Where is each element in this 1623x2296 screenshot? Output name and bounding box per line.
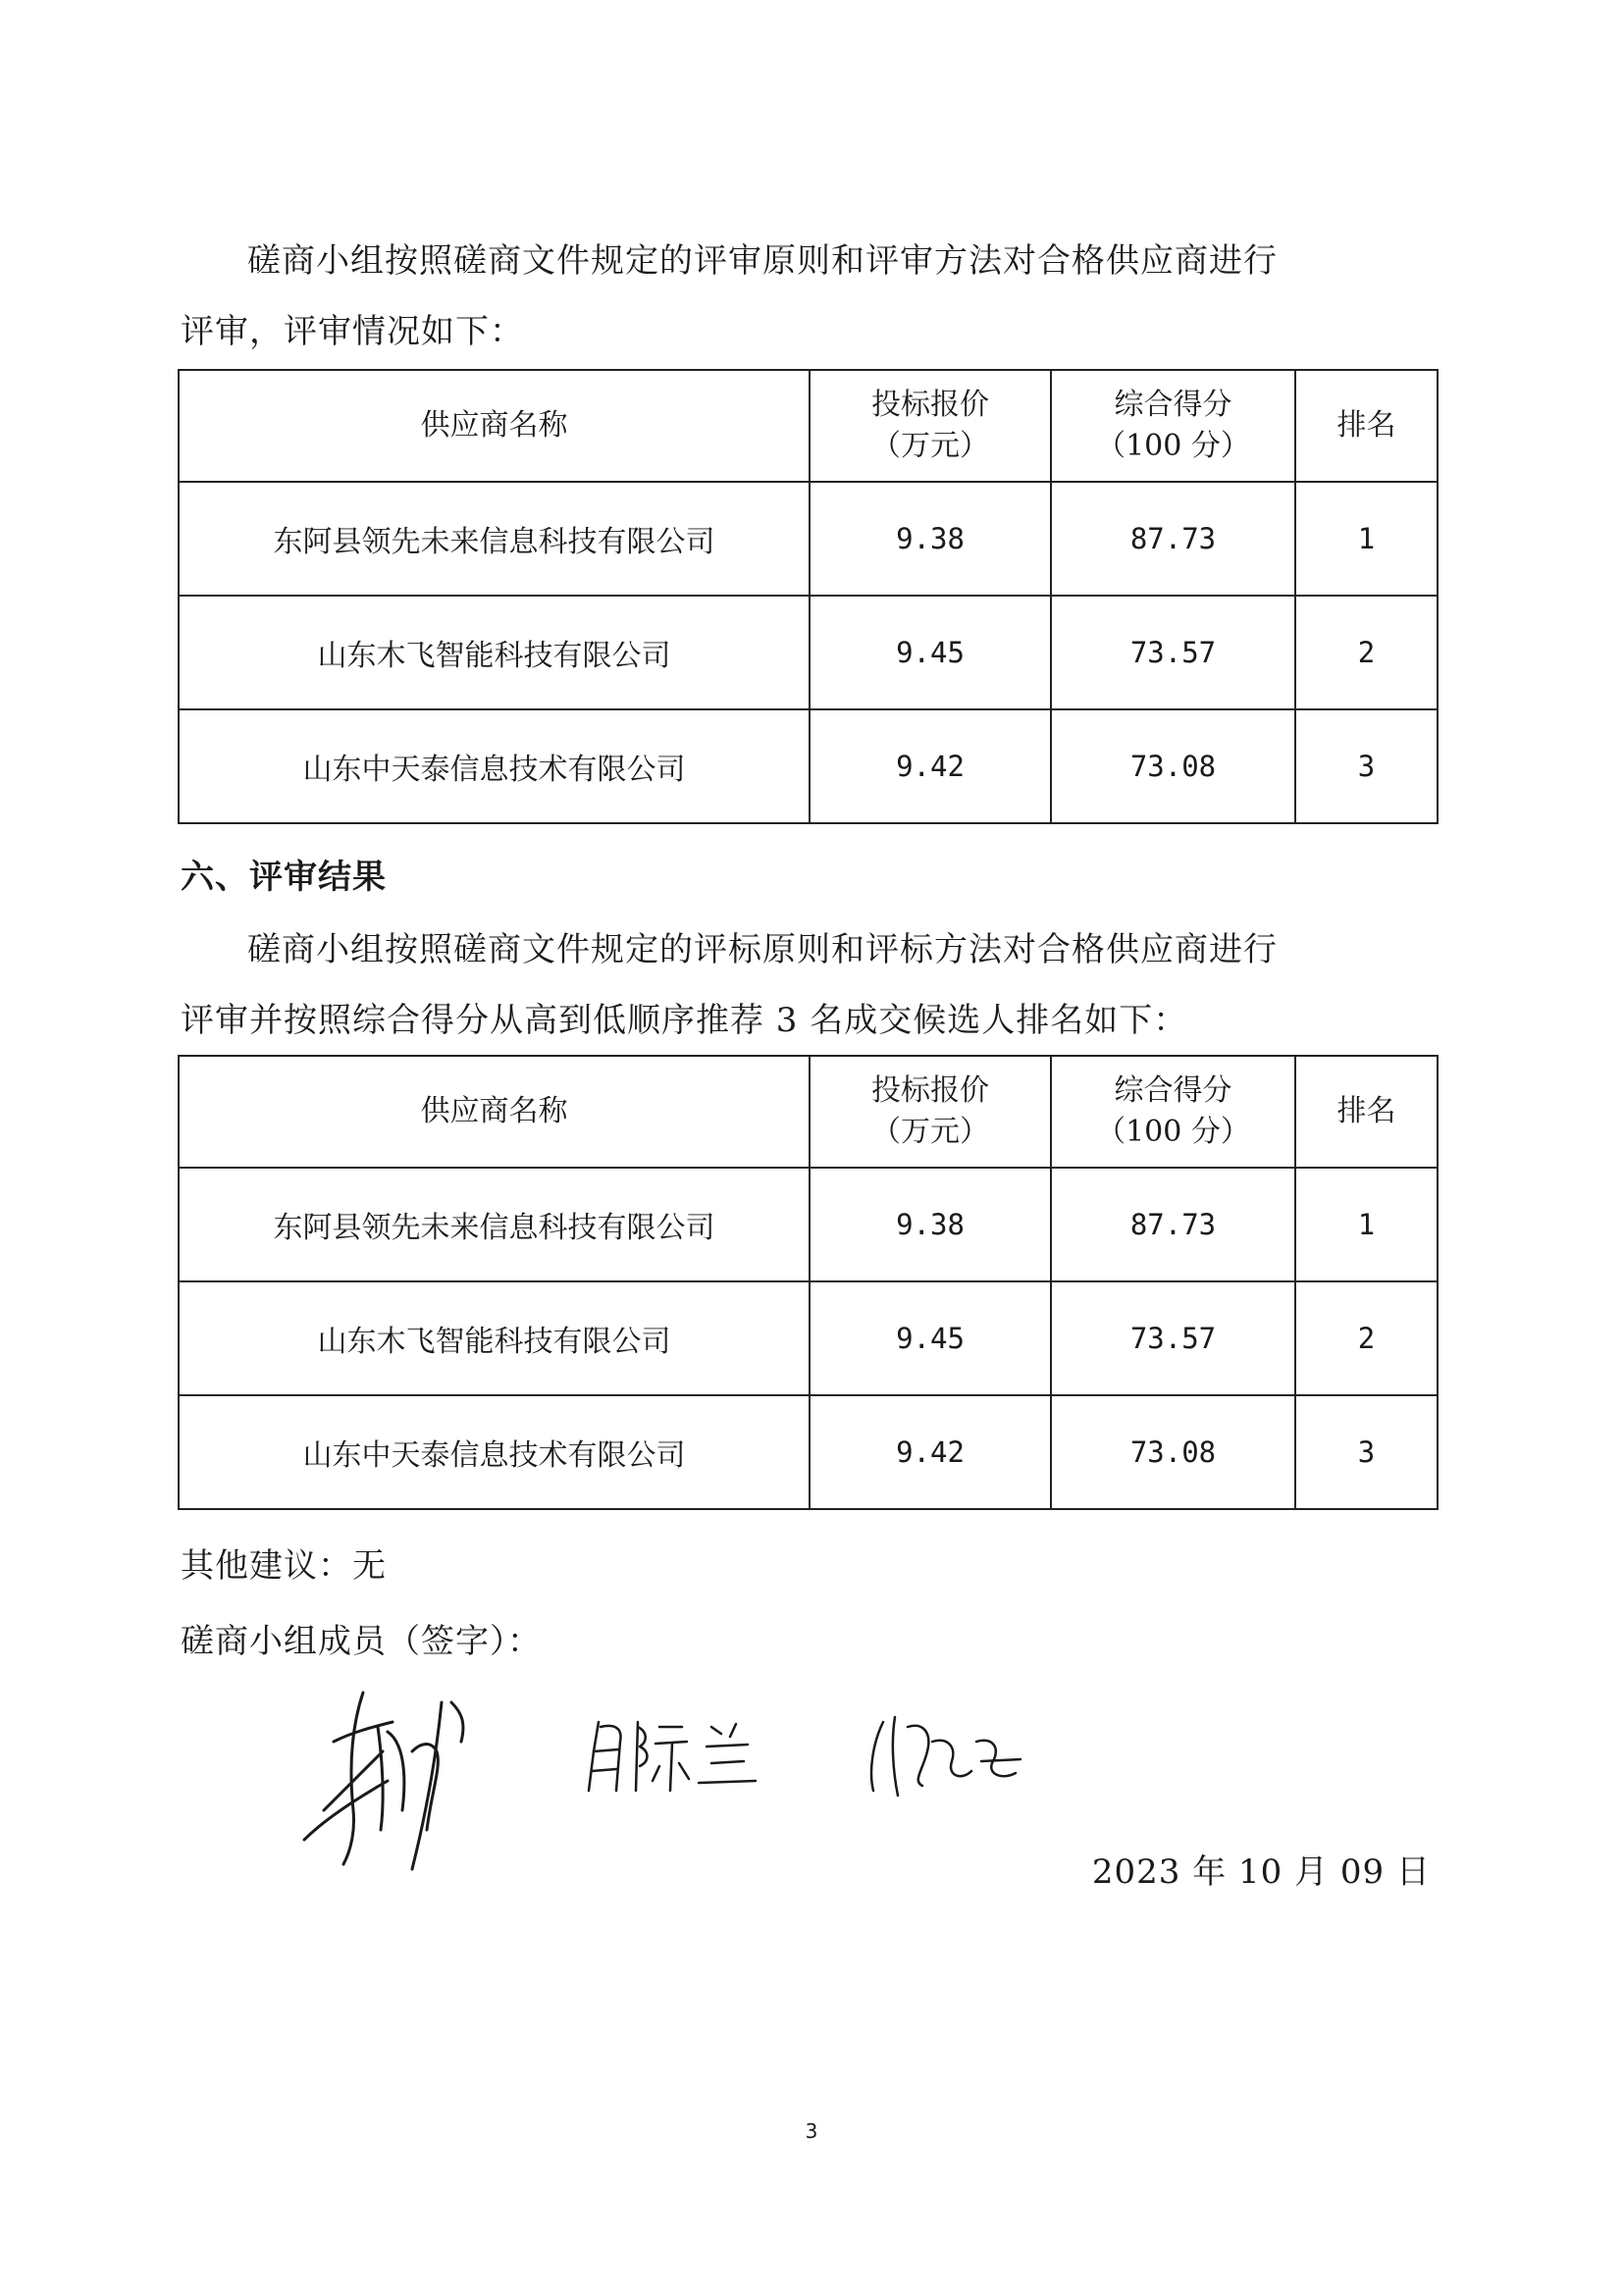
bid-price-cell: 9.42 [810, 709, 1051, 823]
bid-price-cell: 9.38 [810, 482, 1051, 596]
table-row [179, 482, 1438, 596]
rank-cell: 2 [1295, 596, 1438, 709]
rank-cell: 3 [1295, 709, 1438, 823]
header-supplier-name: 供应商名称 [179, 1056, 810, 1168]
header-bid-price-unit: （万元） [871, 429, 989, 463]
handwritten-signature-1 [304, 1693, 463, 1869]
result-paragraph-line2: 评审并按照综合得分从高到低顺序推荐 3 名成交候选人排名如下： [181, 1001, 1188, 1040]
intro-paragraph [181, 226, 1446, 367]
score-cell: 73.57 [1051, 596, 1295, 709]
score-cell: 73.57 [1051, 1281, 1295, 1395]
signing-date: 2023 年 10 月 09 日 [1091, 1852, 1431, 1892]
members-signature-label: 磋商小组成员（签字）： [181, 1622, 542, 1661]
supplier-name-cell: 东阿县领先未来信息科技有限公司 [179, 482, 810, 596]
review-table [178, 369, 1439, 824]
rank-cell: 1 [1295, 482, 1438, 596]
handwritten-signature-3 [871, 1717, 1021, 1796]
table-header-row [179, 370, 1438, 482]
header-bid-price-label: 投标报价 [871, 388, 989, 422]
header-total-score-unit: （100 分） [1096, 429, 1250, 463]
table-header-row [179, 1056, 1438, 1168]
intro-paragraph-line2: 评审，评审情况如下： [181, 312, 524, 351]
header-bid-price [810, 1056, 1051, 1168]
handwritten-signature-2 [589, 1722, 756, 1791]
score-cell: 87.73 [1051, 1168, 1295, 1281]
result-table [178, 1055, 1439, 1510]
result-paragraph [181, 914, 1446, 1056]
header-total-score [1051, 370, 1295, 482]
header-rank: 排名 [1295, 370, 1438, 482]
rank-cell: 2 [1295, 1281, 1438, 1395]
supplier-name-cell: 山东中天泰信息技术有限公司 [179, 1395, 810, 1509]
bid-price-cell: 9.38 [810, 1168, 1051, 1281]
other-suggestions: 其他建议：无 [181, 1546, 387, 1586]
intro-paragraph-line1: 磋商小组按照磋商文件规定的评审原则和评审方法对合格供应商进行 [247, 241, 1278, 281]
header-bid-price-unit: （万元） [871, 1115, 989, 1149]
header-bid-price-label: 投标报价 [871, 1073, 989, 1108]
supplier-name-cell: 山东木飞智能科技有限公司 [179, 596, 810, 709]
score-cell: 73.08 [1051, 1395, 1295, 1509]
table-row [179, 1395, 1438, 1509]
bid-price-cell: 9.45 [810, 596, 1051, 709]
result-paragraph-line1: 磋商小组按照磋商文件规定的评标原则和评标方法对合格供应商进行 [247, 930, 1278, 969]
header-bid-price [810, 370, 1051, 482]
header-total-score [1051, 1056, 1295, 1168]
table-row [179, 596, 1438, 709]
supplier-name-cell: 山东中天泰信息技术有限公司 [179, 709, 810, 823]
rank-cell: 3 [1295, 1395, 1438, 1509]
score-cell: 87.73 [1051, 482, 1295, 596]
table-row [179, 1168, 1438, 1281]
table-row [179, 1281, 1438, 1395]
bid-price-cell: 9.45 [810, 1281, 1051, 1395]
header-total-score-label: 综合得分 [1114, 388, 1232, 422]
score-cell: 73.08 [1051, 709, 1295, 823]
bid-price-cell: 9.42 [810, 1395, 1051, 1509]
section-heading: 六、评审结果 [181, 858, 387, 897]
rank-cell: 1 [1295, 1168, 1438, 1281]
header-total-score-label: 综合得分 [1114, 1073, 1232, 1108]
header-total-score-unit: （100 分） [1096, 1115, 1250, 1149]
header-rank: 排名 [1295, 1056, 1438, 1168]
supplier-name-cell: 山东木飞智能科技有限公司 [179, 1281, 810, 1395]
supplier-name-cell: 东阿县领先未来信息科技有限公司 [179, 1168, 810, 1281]
signatures-area [294, 1683, 1040, 1879]
header-supplier-name: 供应商名称 [179, 370, 810, 482]
table-row [179, 709, 1438, 823]
page-number: 3 [805, 2119, 818, 2143]
